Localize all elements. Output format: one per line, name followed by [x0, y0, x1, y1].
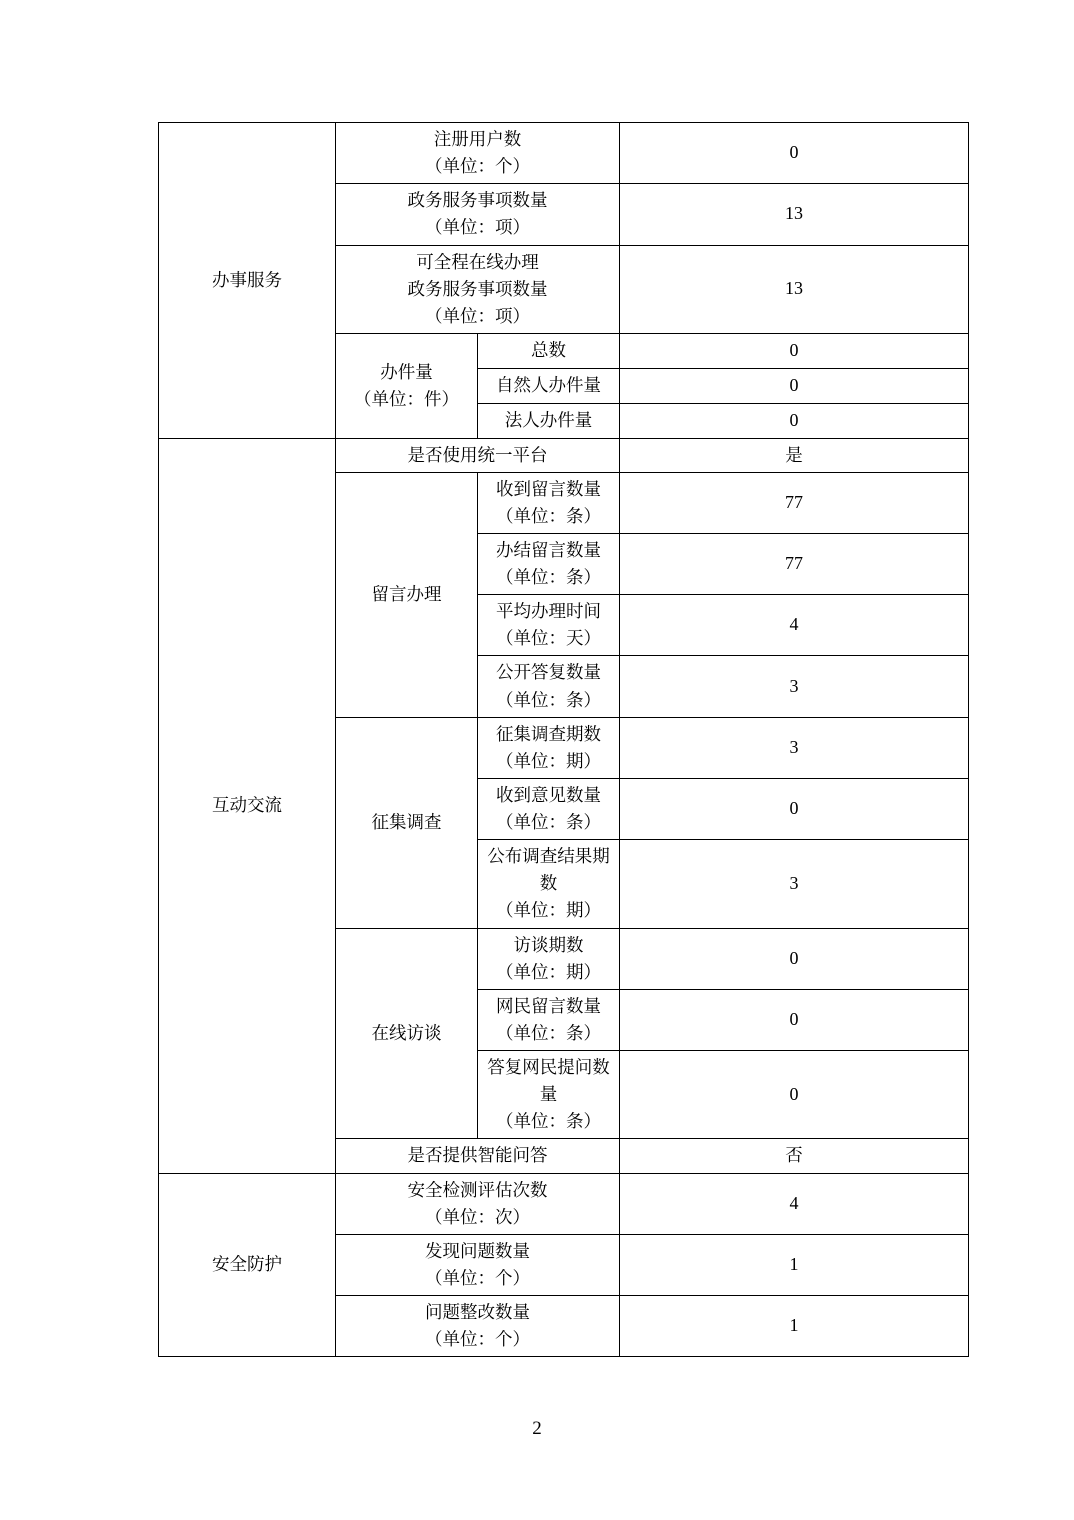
sub-netizen-messages: 网民留言数量 （单位：条） — [478, 989, 620, 1050]
item-unified-platform: 是否使用统一平台 — [336, 438, 620, 472]
item-survey-collection: 征集调查 — [336, 717, 478, 928]
item-online-interview: 在线访谈 — [336, 928, 478, 1139]
value-case-total: 0 — [620, 333, 969, 368]
value-smart-qa: 否 — [620, 1139, 969, 1173]
table-row — [159, 1173, 969, 1234]
value-service-matters-count: 13 — [620, 184, 969, 245]
item-security-assessments: 安全检测评估次数 （单位：次） — [336, 1173, 620, 1234]
value-case-legal-person: 0 — [620, 403, 969, 438]
value-interview-periods: 0 — [620, 928, 969, 989]
value-registered-users: 0 — [620, 123, 969, 184]
category-hudongjiaoliu: 互动交流 — [159, 438, 336, 1173]
item-registered-users: 注册用户数 （单位：个） — [336, 123, 620, 184]
sub-messages-completed: 办结留言数量 （单位：条） — [478, 533, 620, 594]
value-security-assessments: 4 — [620, 1173, 969, 1234]
table-row — [159, 123, 969, 184]
value-public-replies: 3 — [620, 656, 969, 717]
value-messages-completed: 77 — [620, 533, 969, 594]
value-netizen-messages: 0 — [620, 989, 969, 1050]
value-survey-results-published: 3 — [620, 840, 969, 928]
sub-survey-periods: 征集调查期数 （单位：期） — [478, 717, 620, 778]
value-fully-online-matters: 13 — [620, 245, 969, 333]
value-messages-received: 77 — [620, 472, 969, 533]
item-issues-found: 发现问题数量 （单位：个） — [336, 1234, 620, 1295]
value-issues-found: 1 — [620, 1234, 969, 1295]
page-number: 2 — [532, 1418, 542, 1439]
sub-case-legal-person: 法人办件量 — [478, 403, 620, 438]
sub-public-replies: 公开答复数量 （单位：条） — [478, 656, 620, 717]
value-opinions-received: 0 — [620, 778, 969, 839]
government-website-report-table — [158, 122, 969, 1357]
item-smart-qa: 是否提供智能问答 — [336, 1139, 620, 1173]
sub-interview-periods: 访谈期数 （单位：期） — [478, 928, 620, 989]
item-service-matters-count: 政务服务事项数量 （单位：项） — [336, 184, 620, 245]
sub-case-total: 总数 — [478, 333, 620, 368]
category-banshifuwu: 办事服务 — [159, 123, 336, 439]
value-survey-periods: 3 — [620, 717, 969, 778]
value-average-handling-time: 4 — [620, 595, 969, 656]
sub-netizen-questions-answered: 答复网民提问数量 （单位：条） — [478, 1051, 620, 1139]
sub-messages-received: 收到留言数量 （单位：条） — [478, 472, 620, 533]
sub-average-handling-time: 平均办理时间 （单位：天） — [478, 595, 620, 656]
value-unified-platform: 是 — [620, 438, 969, 472]
sub-survey-results-published: 公布调查结果期数 （单位：期） — [478, 840, 620, 928]
value-netizen-questions-answered: 0 — [620, 1051, 969, 1139]
report-table-wrapper — [158, 122, 941, 1357]
value-issues-rectified: 1 — [620, 1296, 969, 1357]
table-row — [159, 438, 969, 472]
item-fully-online-matters: 可全程在线办理 政务服务事项数量 （单位：项） — [336, 245, 620, 333]
item-message-handling: 留言办理 — [336, 472, 478, 717]
item-issues-rectified: 问题整改数量 （单位：个） — [336, 1296, 620, 1357]
value-case-natural-person: 0 — [620, 368, 969, 403]
sub-case-natural-person: 自然人办件量 — [478, 368, 620, 403]
sub-opinions-received: 收到意见数量 （单位：条） — [478, 778, 620, 839]
category-anquanfanghu: 安全防护 — [159, 1173, 336, 1357]
item-case-volume: 办件量 （单位：件） — [336, 333, 478, 438]
